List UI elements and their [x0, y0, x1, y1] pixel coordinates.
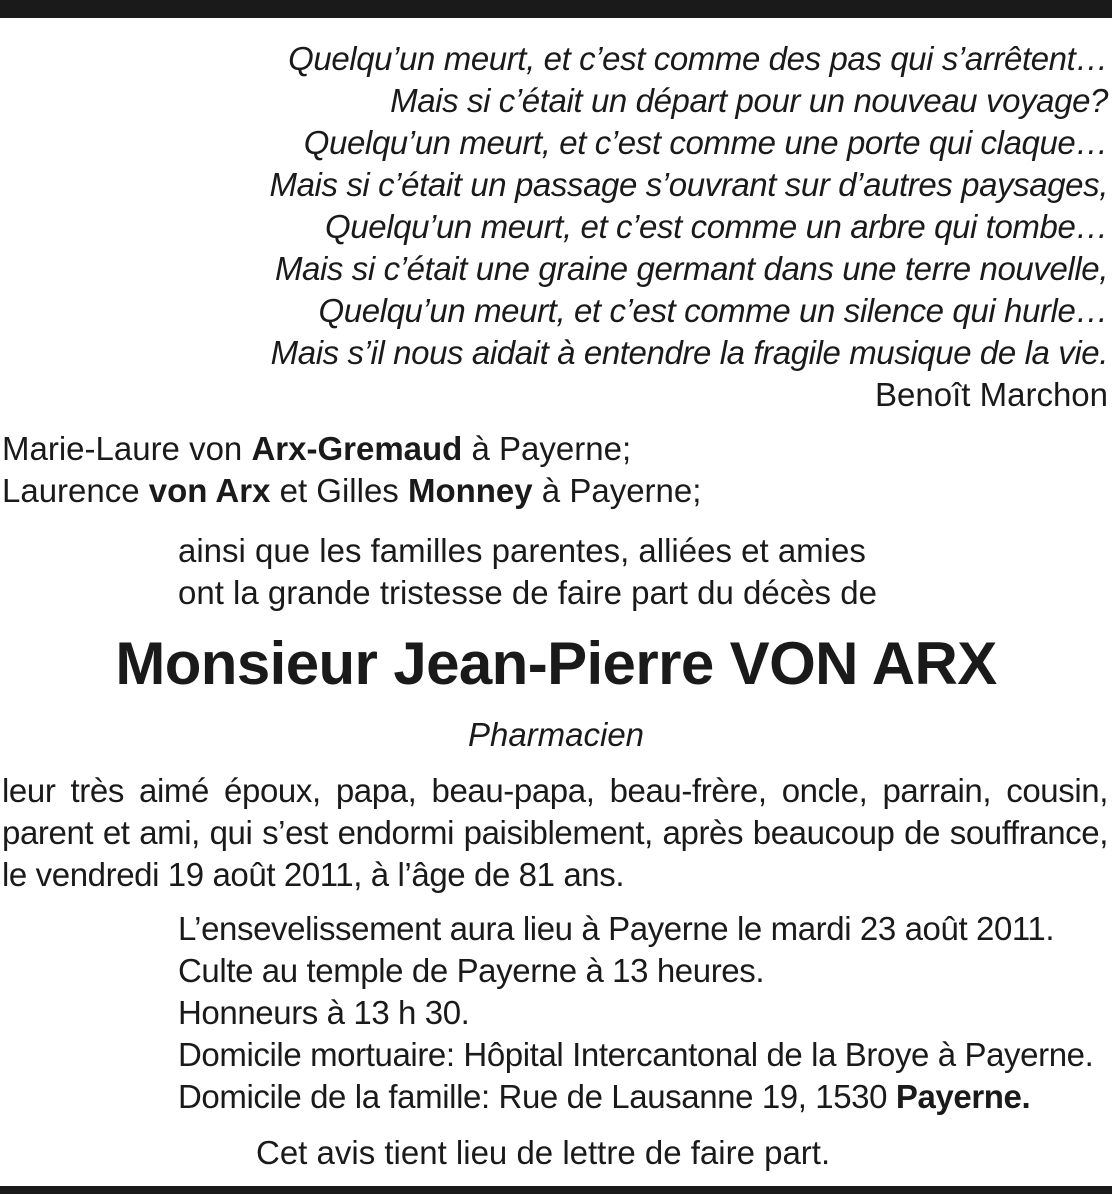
family-line-2: [2, 470, 701, 512]
family-address: [178, 1076, 1093, 1118]
poem-author: Benoît Marchon: [875, 376, 1108, 413]
family-line-2-pre: Laurence: [2, 472, 149, 509]
closing-note: Cet avis tient lieu de lettre de faire part.: [256, 1134, 831, 1171]
poem-line: Quelqu’un meurt, et c’est comme un arbre qui tombe…: [325, 208, 1108, 245]
funeral-details: [178, 908, 1093, 1118]
poem-line: Quelqu’un meurt, et c’est comme une porte qui claque…: [303, 124, 1108, 161]
family-line-2-post: à Payerne;: [532, 472, 702, 509]
poem-line: Quelqu’un meurt, et c’est comme des pas qui s’arrêtent…: [288, 40, 1108, 77]
poem-line: Mais si c’était un départ pour un nouveau voyage?: [390, 82, 1108, 119]
poem: [108, 38, 1108, 374]
deceased-name: Monsieur Jean-Pierre VON ARX: [115, 630, 997, 697]
family-line-2-surname-1: von Arx: [148, 472, 271, 509]
family-line-1-post: à Payerne;: [462, 430, 632, 467]
family-line-1-surname: Arx-Gremaud: [251, 430, 463, 467]
honours-info: Honneurs à 13 h 30.: [178, 994, 470, 1031]
family-line-2-surname-2: Monney: [407, 472, 533, 509]
intro-text: [178, 530, 877, 614]
intro-line-1: ainsi que les familles parentes, alliées et amies: [178, 532, 866, 569]
announcement-body: leur très aimé époux, papa, beau-papa, beau-frère, oncle, parrain, cousin, parent et ami, qui s’est endormi paisiblement, après beaucoup de souffrance, le vendredi 19 août 2011, à l’âge de 81 ans.: [2, 772, 1108, 893]
poem-line: Quelqu’un meurt, et c’est comme un silence qui hurle…: [318, 292, 1108, 329]
bottom-rule: [0, 1186, 1112, 1194]
top-rule: [0, 0, 1112, 18]
family-list: [2, 428, 701, 512]
poem-line: Mais s’il nous aidait à entendre la fragile musique de la vie.: [270, 334, 1108, 371]
poem-line: Mais si c’était un passage s’ouvrant sur d’autres paysages,: [269, 166, 1108, 203]
family-address-text: Domicile de la famille: Rue de Lausanne 19, 1530: [178, 1078, 896, 1115]
mortuary-address: Domicile mortuaire: Hôpital Intercantonal de la Broye à Payerne.: [178, 1036, 1094, 1073]
burial-info: L’ensevelissement aura lieu à Payerne le mardi 23 août 2011.: [178, 910, 1055, 947]
family-line-1: [2, 428, 701, 470]
family-line-2-mid: et Gilles: [270, 472, 408, 509]
family-line-1-pre: Marie-Laure von: [2, 430, 252, 467]
service-info: Culte au temple de Payerne à 13 heures.: [178, 952, 765, 989]
intro-line-2: ont la grande tristesse de faire part du décès de: [178, 574, 877, 611]
poem-line: Mais si c’était une graine germant dans une terre nouvelle,: [274, 250, 1108, 287]
family-address-town: Payerne.: [895, 1078, 1031, 1115]
deceased-profession: Pharmacien: [467, 716, 645, 753]
